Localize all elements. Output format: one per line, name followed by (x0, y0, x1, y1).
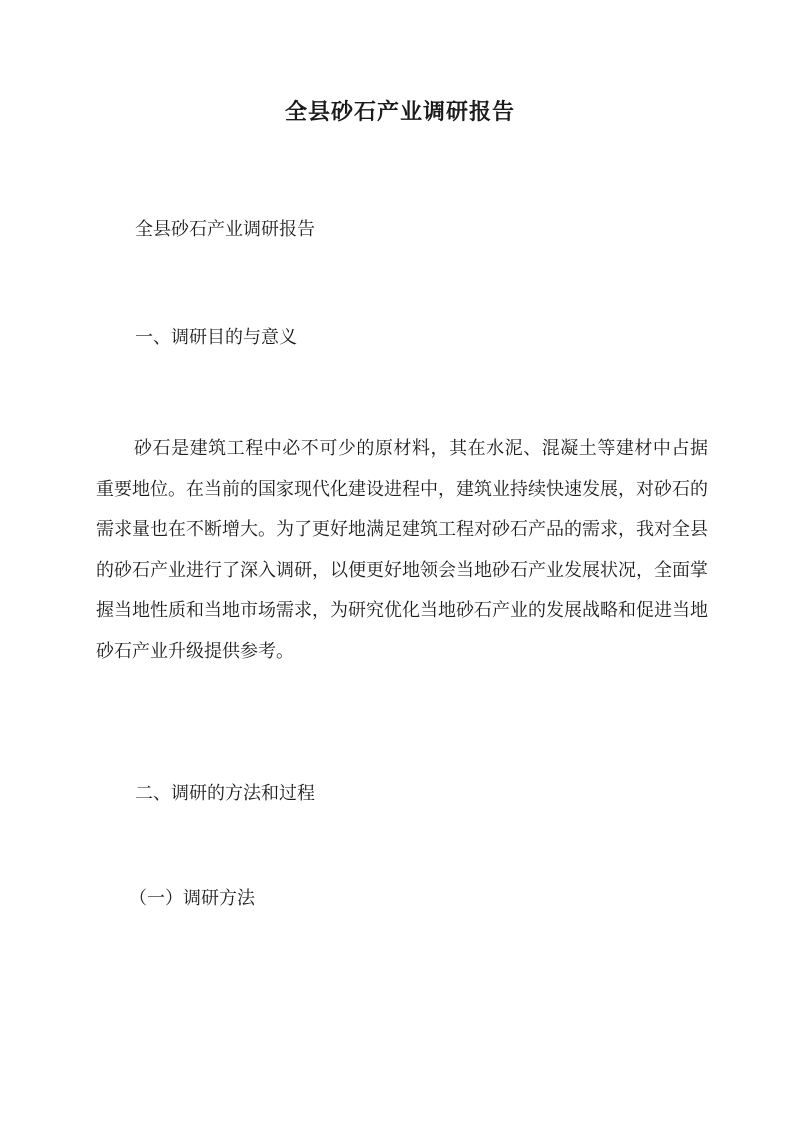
section-heading-purpose: 一、调研目的与意义 (135, 327, 297, 348)
section-paragraph-purpose: 砂石是建筑工程中必不可少的原材料，其在水泥、混凝土等建材中占据重要地位。在当前的国家现代化建设进程中，建筑业持续快速发展，对砂石的需求量也在不断增大。为了更好地满足建筑工程对砂石产品的需求，我对全县的砂石产业进行了深入调研，以便更好地领会当地砂石产业发展状况，全面掌握当地性质和当地市场需求，为研究优化当地砂石产业的发展战略和促进当地砂石产业升级提供参考。 (96, 438, 708, 662)
subsection-heading-method: （一）调研方法 (129, 888, 255, 909)
document-title: 全县砂石产业调研报告 (284, 99, 515, 125)
report-subtitle: 全县砂石产业调研报告 (135, 219, 315, 240)
section-heading-method: 二、调研的方法和过程 (135, 783, 315, 804)
